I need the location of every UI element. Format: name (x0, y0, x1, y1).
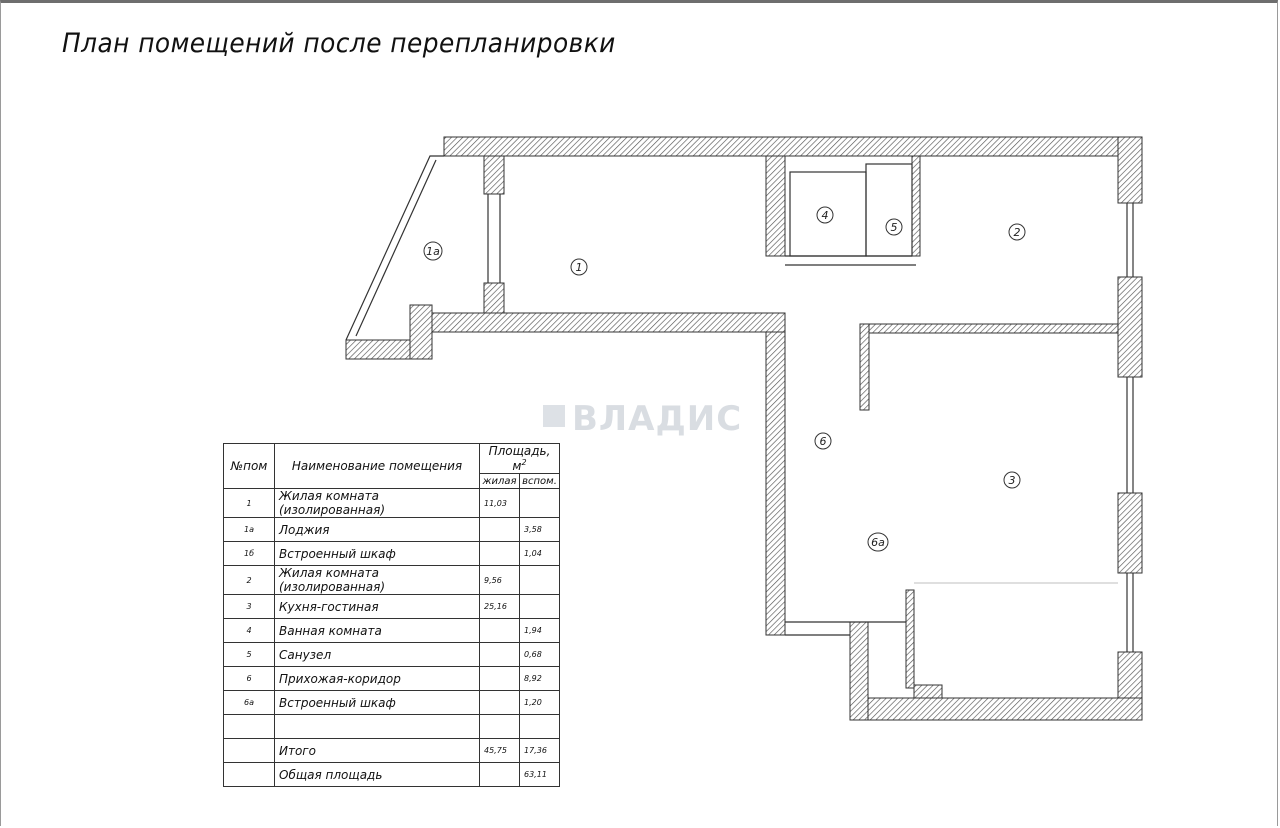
room-label-3 (1004, 472, 1020, 488)
room-label-2 (1009, 224, 1025, 240)
wall-3-left (860, 324, 869, 410)
wall-5-2 (912, 156, 920, 256)
table-row-total-area: Общая площадь 63,11 (224, 763, 560, 787)
wall-right-upper (1118, 137, 1142, 203)
table-row: 6 Прихожая-коридор 8,92 (224, 667, 560, 691)
room-label-1 (571, 259, 587, 275)
table-row: 3 Кухня-гостиная 25,16 (224, 595, 560, 619)
wall-right-mid (1118, 277, 1142, 377)
svg-text:1а: 1а (426, 245, 440, 258)
table-row: 4 Ванная комната 1,94 (224, 619, 560, 643)
watermark-text: ВЛАДИС (572, 399, 743, 439)
room-label-5 (886, 219, 902, 235)
table-row: 5 Санузел 0,68 (224, 643, 560, 667)
table-row: 1б Встроенный шкаф 1,04 (224, 542, 560, 566)
wall-loggia-step (410, 305, 432, 359)
table-row: 1а Лоджия 3,58 (224, 518, 560, 542)
watermark-logo-icon (543, 405, 565, 427)
wall-top (444, 137, 1142, 156)
room-label-6a (868, 533, 888, 551)
table-row: 6а Встроенный шкаф 1,20 (224, 691, 560, 715)
wall-room1-right (766, 156, 785, 256)
watermark (543, 399, 742, 439)
svg-text:1: 1 (575, 261, 583, 274)
explication-table (223, 443, 560, 787)
wall-inner-6a (906, 590, 914, 688)
header-area: Площадь, $м^2$ (480, 444, 560, 474)
wall-loggia-pier-top (484, 156, 504, 194)
wall-bottom-left (850, 622, 868, 720)
room-label-4 (817, 207, 833, 223)
room-label-6 (815, 433, 831, 449)
wall-inner-step (914, 685, 942, 698)
svg-text:3: 3 (1008, 474, 1016, 487)
wall-under-room1 (415, 313, 785, 332)
table-row: 2 Жилая комната (изолированная) 9,56 (224, 566, 560, 595)
svg-text:6а: 6а (871, 536, 885, 549)
header-living: жилая (480, 474, 520, 489)
wall-corridor-left (766, 313, 785, 635)
header-num: №пом (224, 444, 275, 489)
table-row-total: Итого 45,75 17,36 (224, 739, 560, 763)
svg-text:5: 5 (890, 221, 898, 234)
room-label-1a (424, 242, 442, 260)
page-title: План помещений после перепланировки (62, 28, 616, 59)
header-name: Наименование помещения (275, 444, 480, 489)
wall-right-lower (1118, 493, 1142, 573)
svg-text:2: 2 (1013, 226, 1021, 239)
header-aux: вспом. (520, 474, 560, 489)
wall-2-3 (860, 324, 1118, 333)
table-row (224, 715, 560, 739)
room5-outline (866, 164, 912, 256)
wall-loggia-pier-low (484, 283, 504, 313)
table-row: 1 Жилая комната (изолированная) 11,03 (224, 489, 560, 518)
svg-text:6: 6 (819, 435, 827, 448)
svg-text:4: 4 (821, 209, 829, 222)
wall-bottom (850, 698, 1142, 720)
